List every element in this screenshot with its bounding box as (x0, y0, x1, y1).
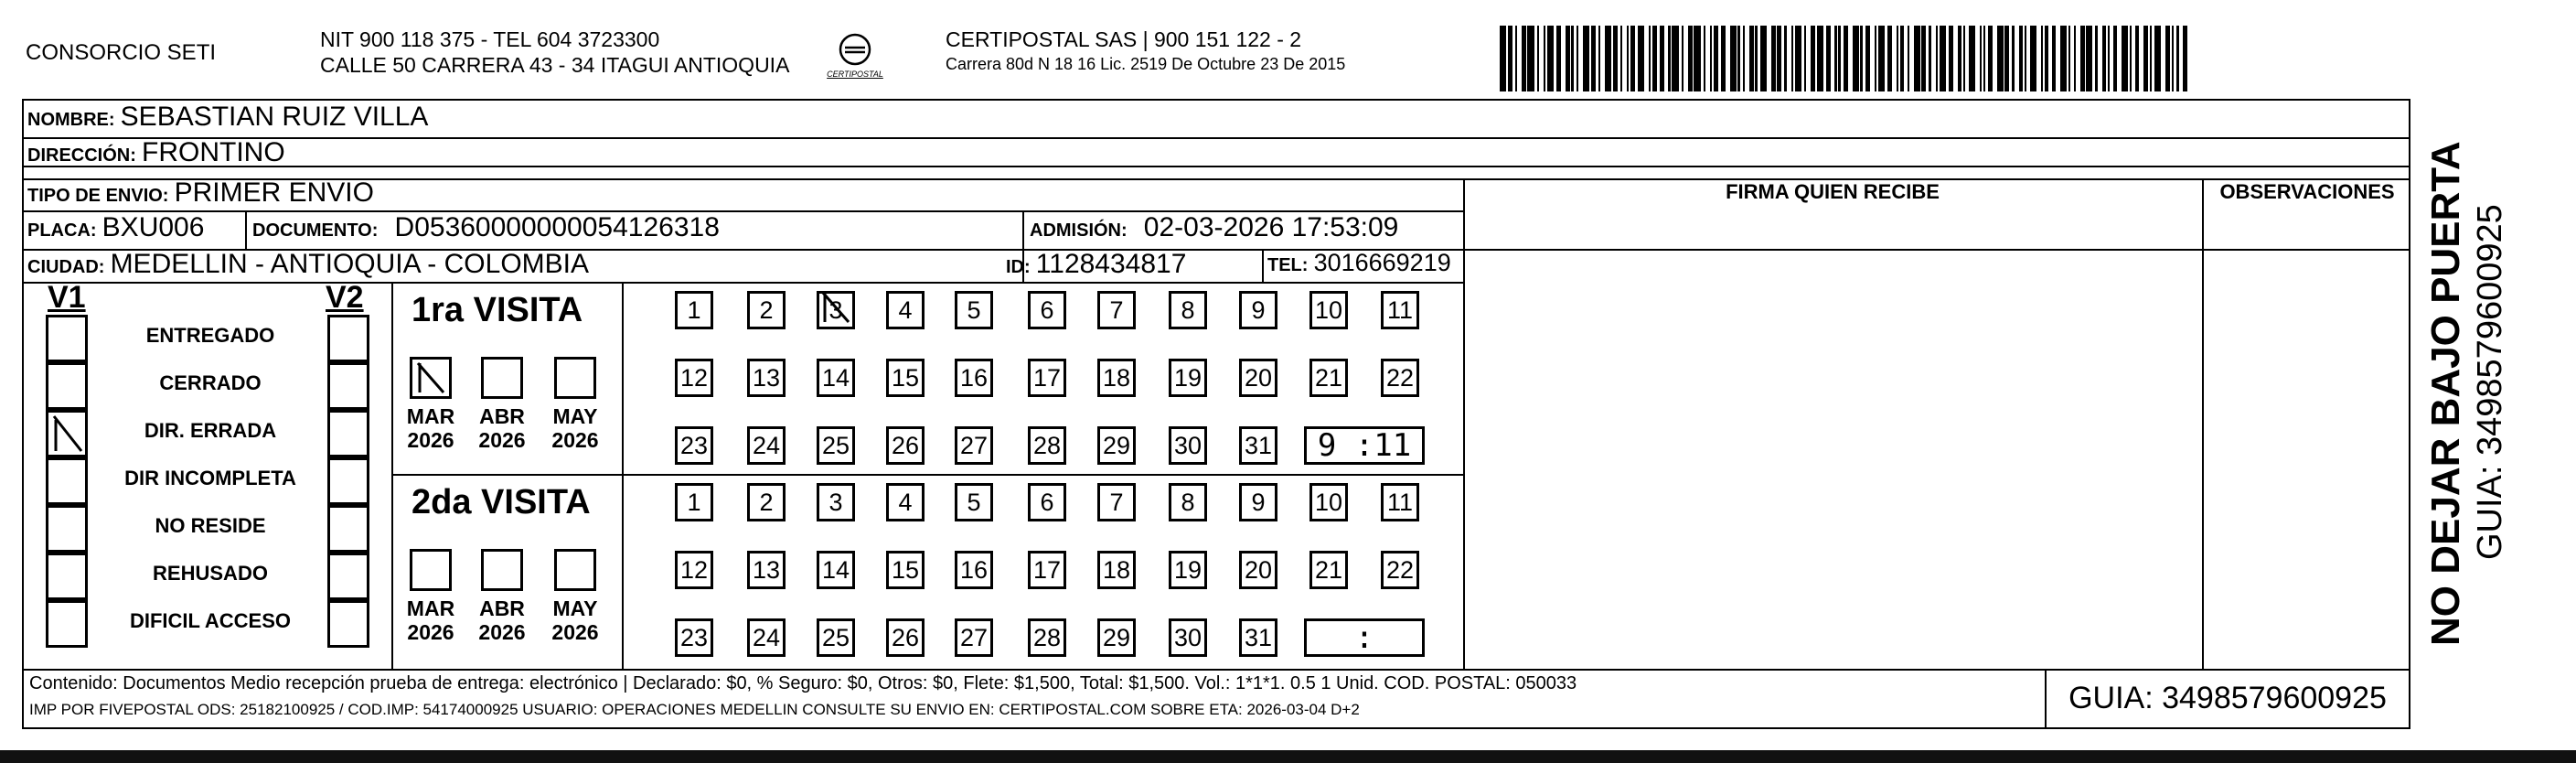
barcode-bar (1500, 26, 1506, 91)
barcode-bar (1887, 26, 1892, 91)
barcode-bar (2045, 26, 2049, 91)
time-box[interactable]: : (1304, 618, 1425, 657)
status-label: DIFICIL ACCESO (129, 609, 291, 632)
day-box[interactable]: 20 (1239, 359, 1277, 397)
barcode-bar (2041, 26, 2043, 91)
day-box[interactable]: 10 (1309, 483, 1348, 521)
tipo-label: TIPO DE ENVIO: (27, 186, 169, 206)
observaciones-header: OBSERVACIONES (2219, 180, 2395, 203)
barcode-bar (1547, 26, 1554, 91)
barcode-bar (1749, 26, 1754, 91)
day-box[interactable]: 9 (1239, 483, 1277, 521)
barcode-bar (1997, 26, 2004, 91)
barcode-bar (1865, 26, 1870, 91)
barcode-bar (2004, 26, 2009, 91)
barcode-bar (1929, 26, 1930, 91)
barcode-bar (1949, 26, 1953, 91)
v2-checkbox[interactable] (327, 505, 369, 553)
month-label: MAR 2026 (406, 404, 455, 452)
barcode-bar (1605, 26, 1611, 91)
day-box[interactable]: 16 (955, 359, 993, 397)
day-box[interactable]: 1 (675, 483, 713, 521)
barcode-bar (2135, 26, 2140, 91)
no-dejar-label: NO DEJAR BAJO PUERTA (2423, 141, 2468, 646)
v1-checkbox[interactable] (46, 410, 88, 457)
month-checkbox[interactable] (554, 357, 596, 399)
tipo-value: PRIMER ENVIO (174, 177, 374, 208)
day-box[interactable]: 15 (886, 551, 925, 589)
barcode-bar (2154, 26, 2161, 91)
v2-checkbox[interactable] (327, 315, 369, 362)
barcode-bar (1900, 26, 1905, 91)
v2-checkbox[interactable] (327, 362, 369, 410)
month-checkbox[interactable] (410, 549, 452, 591)
barcode-bar (1969, 26, 1975, 91)
day-box[interactable]: 14 (817, 551, 855, 589)
barcode-bar (1704, 26, 1705, 91)
barcode-bar (1878, 26, 1885, 91)
day-box[interactable]: 13 (747, 551, 786, 589)
barcode-bar (2060, 26, 2067, 91)
id-value: 1128434817 (1035, 249, 1187, 279)
barcode-bar (1860, 26, 1862, 91)
barcode-bar (1771, 26, 1776, 91)
day-box[interactable]: 5 (955, 483, 993, 521)
nombre-value: SEBASTIAN RUIZ VILLA (120, 102, 429, 132)
day-box[interactable]: 20 (1239, 551, 1277, 589)
barcode-bar (1914, 26, 1920, 91)
status-label: DIR. ERRADA (144, 419, 277, 442)
barcode-bar (1784, 26, 1786, 91)
nombre-row (27, 102, 428, 133)
barcode-bar (2025, 26, 2026, 91)
v1-checkbox[interactable] (46, 362, 88, 410)
barcode-bar (1963, 26, 1965, 91)
day-box[interactable]: 19 (1169, 359, 1207, 397)
barcode-bar (1940, 26, 1946, 91)
visit-title: 1ra VISITA (412, 291, 583, 329)
day-box[interactable]: 21 (1309, 551, 1348, 589)
v1-checkbox[interactable] (46, 600, 88, 648)
day-box[interactable]: 3 (817, 291, 855, 329)
v1-checkbox[interactable] (46, 553, 88, 600)
day-box[interactable]: 15 (886, 359, 925, 397)
barcode-bar (1760, 26, 1767, 91)
barcode-bar (1649, 26, 1651, 91)
month-label: ABR 2026 (478, 596, 526, 644)
barcode-bar (1826, 26, 1831, 91)
month-checkbox[interactable] (481, 357, 523, 399)
tipo-row (27, 177, 374, 209)
month-label: MAY 2026 (551, 596, 599, 644)
day-box[interactable]: 31 (1239, 618, 1277, 657)
barcode-bar (1672, 26, 1678, 91)
day-box[interactable]: 7 (1097, 483, 1136, 521)
footer-guia: GUIA: 3498579600925 (2068, 681, 2387, 715)
barcode-bar (1710, 26, 1712, 91)
day-box[interactable]: 10 (1309, 291, 1348, 329)
month-checkbox[interactable] (554, 549, 596, 591)
barcode-bar (2086, 26, 2092, 91)
barcode-bar (1566, 26, 1570, 91)
barcode-bar (1598, 26, 1600, 91)
status-label: DIR INCOMPLETA (124, 467, 296, 489)
day-box[interactable]: 26 (886, 426, 925, 465)
barcode-bar (2030, 26, 2036, 91)
barcode-bar (2183, 26, 2187, 91)
barcode-bar (1838, 26, 1840, 91)
barcode-bar (1627, 26, 1629, 91)
barcode-bar (1817, 26, 1823, 91)
day-box[interactable]: 17 (1028, 551, 1066, 589)
day-box[interactable]: 30 (1169, 426, 1207, 465)
day-box[interactable]: 11 (1381, 483, 1419, 521)
v2-checkbox[interactable] (327, 600, 369, 648)
day-box[interactable]: 1 (675, 291, 713, 329)
barcode-bar (1515, 26, 1517, 91)
day-box[interactable]: 4 (886, 291, 925, 329)
barcode-bar (1714, 26, 1718, 91)
day-box[interactable]: 17 (1028, 359, 1066, 397)
barcode-bar (2150, 26, 2152, 91)
barcode-bar (1908, 26, 1909, 91)
barcode-bar (1755, 26, 1757, 91)
v1-checkbox[interactable] (46, 457, 88, 505)
day-box[interactable]: 3 (817, 483, 855, 521)
month-label: MAR 2026 (406, 596, 455, 644)
ciudad-value: MEDELLIN - ANTIOQUIA - COLOMBIA (110, 249, 589, 279)
ciudad-label: CIUDAD: (27, 257, 105, 277)
month-label: MAY 2026 (551, 404, 599, 452)
barcode-bar (1791, 26, 1793, 91)
day-box[interactable]: 22 (1381, 359, 1419, 397)
v2-checkbox[interactable] (327, 553, 369, 600)
day-box[interactable]: 27 (955, 426, 993, 465)
barcode-bar (2052, 26, 2057, 91)
barcode-bar (2122, 26, 2128, 91)
license-line: Carrera 80d N 18 16 Lic. 2519 De Octubre 23 De 2015 (946, 55, 1346, 73)
day-box[interactable]: 26 (886, 618, 925, 657)
barcode-bar (1583, 26, 1589, 91)
day-box[interactable]: 28 (1028, 618, 1066, 657)
day-box[interactable]: 22 (1381, 551, 1419, 589)
day-box[interactable]: 16 (955, 551, 993, 589)
observaciones-field[interactable] (2204, 211, 2410, 669)
day-box[interactable]: 24 (747, 618, 786, 657)
day-box[interactable]: 30 (1169, 618, 1207, 657)
barcode-bar (1804, 26, 1806, 91)
firma-field[interactable] (1465, 211, 2202, 669)
barcode-bar (1721, 26, 1726, 91)
address-line: CALLE 50 CARRERA 43 - 34 ITAGUI ANTIOQUIA (320, 53, 790, 77)
barcode-bar (2074, 26, 2076, 91)
barcode-bar (1556, 26, 1561, 91)
day-box[interactable]: 8 (1169, 291, 1207, 329)
barcode-bar (1537, 26, 1539, 91)
day-box[interactable]: 18 (1097, 359, 1136, 397)
placa-value: BXU006 (102, 212, 205, 242)
month-checkbox[interactable] (410, 357, 452, 399)
time-box[interactable]: 9 :11 (1304, 426, 1425, 465)
barcode-bar (2012, 26, 2014, 91)
v2-checkbox[interactable] (327, 457, 369, 505)
barcode-bar (1620, 26, 1622, 91)
day-box[interactable]: 21 (1309, 359, 1348, 397)
barcode-bar (2095, 26, 2097, 91)
logo-text: CERTIPOSTAL (827, 70, 883, 79)
day-box[interactable]: 4 (886, 483, 925, 521)
day-box[interactable]: 28 (1028, 426, 1066, 465)
barcode-bar (1591, 26, 1596, 91)
day-box[interactable]: 6 (1028, 483, 1066, 521)
barcode-bar (1630, 26, 1635, 91)
admision-cell (1030, 212, 1398, 243)
tel-label: TEL: (1267, 255, 1309, 275)
placa-cell (27, 212, 204, 243)
day-box[interactable]: 23 (675, 426, 713, 465)
barcode-bar (1730, 26, 1737, 91)
v1-header: V1 (48, 280, 86, 315)
day-box[interactable]: 5 (955, 291, 993, 329)
placa-label: PLACA: (27, 220, 97, 241)
barcode-bar (1811, 26, 1815, 91)
barcode-bar (1571, 26, 1573, 91)
day-box[interactable]: 2 (747, 291, 786, 329)
v2-header: V2 (326, 280, 364, 315)
day-box[interactable]: 23 (675, 618, 713, 657)
barcode-bar (2108, 26, 2110, 91)
direccion-row (27, 137, 285, 168)
admision-value: 02-03-2026 17:53:09 (1143, 212, 1399, 242)
barcode-bar (1660, 26, 1664, 91)
footer-contenido: Contenido: Documentos Medio recepción prueba de entrega: electrónico | Declarado: $0, % Seguro: $0, Otros: $0, Flete: $1,500, Total: $1,500. Vol.: 1*1*1. 0.5 1 Unid. COD. POSTAL: 050033 (29, 673, 1577, 693)
barcode-bar (2080, 26, 2085, 91)
day-box[interactable]: 8 (1169, 483, 1207, 521)
documento-value: D05360000000054126318 (394, 212, 720, 242)
barcode-bar (2019, 26, 2024, 91)
v1-checkbox[interactable] (46, 505, 88, 553)
barcode-bar (1544, 26, 1545, 91)
barcode-bar (1688, 26, 1693, 91)
day-box[interactable]: 6 (1028, 291, 1066, 329)
nombre-label: NOMBRE: (27, 110, 115, 130)
barcode-bar (1527, 26, 1534, 91)
day-box[interactable]: 12 (675, 551, 713, 589)
day-box[interactable]: 2 (747, 483, 786, 521)
barcode-bar (1613, 26, 1618, 91)
documento-cell (252, 212, 720, 243)
id-cell (1006, 249, 1186, 280)
barcode-bar (1988, 26, 1993, 91)
barcode-bar (1694, 26, 1700, 91)
month-checkbox[interactable] (481, 549, 523, 591)
footer-imp: IMP POR FIVEPOSTAL ODS: 25182100925 / COD.IMP: 54174000925 USUARIO: OPERACIONES MEDELLIN CONSULTE SU ENVIO EN: CERTIPOSTAL.COM SOBRE ETA: 2026-03-04 D+2 (29, 701, 1360, 718)
barcode-bar (2165, 26, 2170, 91)
day-box[interactable]: 19 (1169, 551, 1207, 589)
day-box[interactable]: 24 (747, 426, 786, 465)
day-box[interactable]: 25 (817, 426, 855, 465)
barcode-bar (1652, 26, 1657, 91)
barcode-bar (2113, 26, 2118, 91)
barcode-bar (1980, 26, 1982, 91)
month-label: ABR 2026 (478, 404, 526, 452)
firma-header: FIRMA QUIEN RECIBE (1726, 180, 1940, 203)
barcode-bar (1638, 26, 1644, 91)
bottom-edge (0, 750, 2576, 763)
carrier-line: CERTIPOSTAL SAS | 900 151 122 - 2 (946, 27, 1302, 51)
certipostal-logo (823, 29, 887, 86)
barcode-bar (2143, 26, 2148, 91)
day-box[interactable]: 27 (955, 618, 993, 657)
documento-label: DOCUMENTO: (252, 220, 379, 241)
barcode-bar (1737, 26, 1739, 91)
company-name: CONSORCIO SETI (26, 40, 217, 65)
barcode-bar (1577, 26, 1578, 91)
v2-checkbox[interactable] (327, 410, 369, 457)
day-box[interactable]: 25 (817, 618, 855, 657)
barcode-bar (1508, 26, 1512, 91)
day-box[interactable]: 12 (675, 359, 713, 397)
barcode-bar (1936, 26, 1938, 91)
visit-title: 2da VISITA (412, 483, 591, 521)
side-guia-label: GUIA: 3498579600925 (2471, 204, 2509, 560)
barcode (1500, 26, 2222, 91)
barcode-bar (2068, 26, 2070, 91)
barcode-bar (1853, 26, 1859, 91)
status-label: REHUSADO (153, 562, 268, 585)
barcode-bar (1897, 26, 1898, 91)
barcode-bar (1834, 26, 1836, 91)
barcode-bar (2102, 26, 2107, 91)
barcode-bar (1844, 26, 1848, 91)
barcode-bar (1682, 26, 1683, 91)
barcode-bar (1522, 26, 1526, 91)
day-box[interactable]: 9 (1239, 291, 1277, 329)
barcode-bar (1795, 26, 1801, 91)
barcode-bar (1921, 26, 1926, 91)
day-box[interactable]: 29 (1097, 426, 1136, 465)
tel-cell (1267, 249, 1451, 277)
nit-line: NIT 900 118 375 - TEL 604 3723300 (320, 27, 660, 51)
id-label: ID: (1006, 257, 1031, 277)
barcode-bar (1777, 26, 1781, 91)
barcode-bar (1668, 26, 1670, 91)
barcode-bar (2172, 26, 2174, 91)
ciudad-cell (27, 249, 589, 280)
day-box[interactable]: 11 (1381, 291, 1419, 329)
direccion-value: FRONTINO (142, 137, 285, 167)
status-label: NO RESIDE (155, 514, 266, 537)
barcode-bar (1983, 26, 1985, 91)
admision-label: ADMISIÓN: (1030, 220, 1128, 241)
v1-checkbox[interactable] (46, 315, 88, 362)
day-box[interactable]: 18 (1097, 551, 1136, 589)
status-label: ENTREGADO (145, 324, 275, 347)
barcode-bar (1958, 26, 1962, 91)
tel-value: 3016669219 (1313, 249, 1451, 276)
day-box[interactable]: 14 (817, 359, 855, 397)
barcode-bar (1875, 26, 1876, 91)
day-box[interactable]: 31 (1239, 426, 1277, 465)
day-box[interactable]: 13 (747, 359, 786, 397)
barcode-bar (1743, 26, 1745, 91)
direccion-label: DIRECCIÓN: (27, 145, 136, 166)
day-box[interactable]: 7 (1097, 291, 1136, 329)
day-box[interactable]: 29 (1097, 618, 1136, 657)
barcode-bar (2176, 26, 2178, 91)
barcode-bar (2130, 26, 2132, 91)
status-label: CERRADO (159, 371, 262, 394)
